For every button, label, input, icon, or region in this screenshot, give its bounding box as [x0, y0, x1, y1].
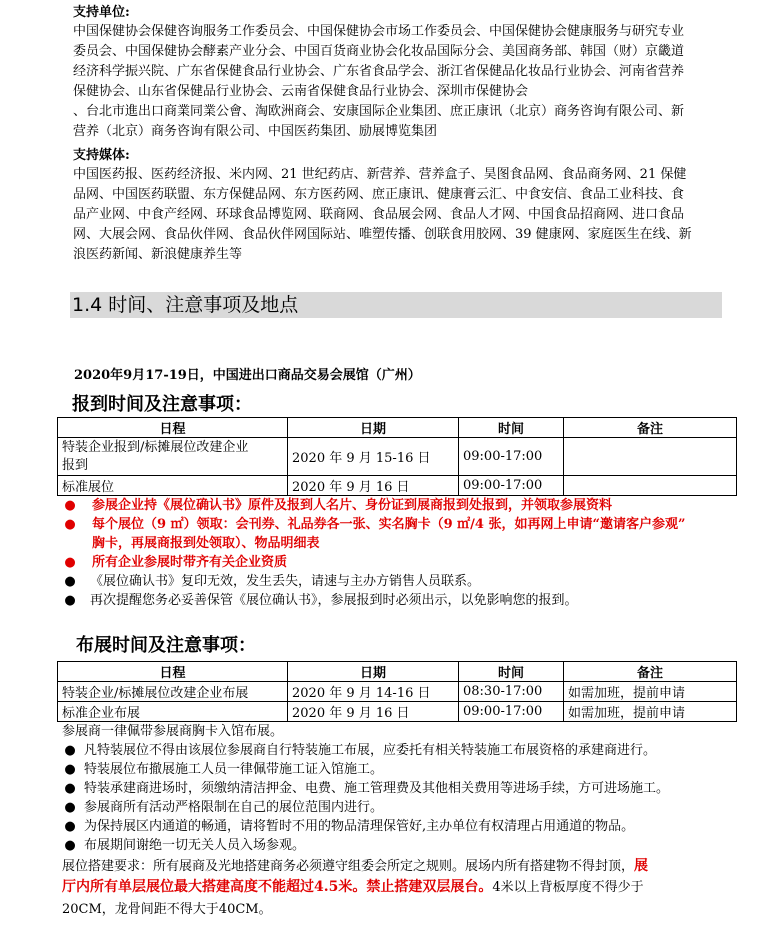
bullet-text: 布展期间谢绝一切无关人员入场参观。: [84, 838, 306, 853]
cell-schedule: 特装企业/标摊展位改建企业布展: [58, 682, 288, 702]
list-item: [62, 572, 742, 591]
bullet-text: 胸卡，再展商报到处领取）、物品明细表: [92, 536, 320, 551]
cell-schedule: 标准企业布展: [58, 702, 288, 722]
bullet-text: 特装承建商进场时，须缴纳清洁押金、电费、施工管理费及其他相关费用等进场手续，方可进场施工。: [84, 781, 670, 796]
support-media-line: 浪医药新闻、新浪健康养生等: [73, 247, 243, 262]
cell-time: 09:00-17:00: [459, 438, 564, 476]
checkin-table: [57, 417, 737, 496]
bullet-dot: ●: [64, 838, 76, 853]
booth-requirements-line2: [62, 876, 762, 899]
cell-note: 如需加班，提前申请: [564, 702, 737, 722]
support-media-heading: 支持媒体:: [73, 148, 130, 163]
cell-schedule: 标准展位: [58, 476, 288, 496]
support-units-line: 、台北市進出口商業同業公會、淘欧洲商会、安康国际企业集团、庶正康讯（北京）商务咨询有限公司、新: [73, 104, 685, 119]
list-item: [62, 591, 742, 610]
cell-text: 特装企业报到/标摊展位改建企业: [62, 439, 249, 455]
bullet-dot: ●: [64, 593, 76, 608]
col-header: 时间: [459, 662, 564, 682]
cell-time: 08:30-17:00: [459, 682, 564, 702]
support-media-body: [73, 165, 692, 265]
bullet-text: 参展商所有活动严格限制在自己的展位范围内进行。: [84, 800, 384, 815]
cell-schedule: [58, 438, 288, 476]
cell-note: [564, 438, 737, 476]
list-item: [62, 798, 742, 817]
cell-note: 如需加班，提前申请: [564, 682, 737, 702]
venue-line: 2020年9月17-19日，中国进出口商品交易会展馆（广州）: [74, 368, 421, 383]
col-header: 日程: [58, 662, 288, 682]
table-header-row: [58, 418, 737, 438]
support-units-heading: 支持单位:: [73, 5, 130, 20]
table-header-row: [58, 662, 737, 682]
bullet-dot: ●: [64, 762, 76, 777]
bullet-dot: ●: [64, 800, 76, 815]
col-header: 日期: [288, 662, 459, 682]
bullet-text: 参展企业持《展位确认书》原件及报到人名片、身份证到展商报到处报到，并领取参展资料: [92, 498, 613, 513]
cell-date: 2020 年 9 月 16 日: [288, 702, 459, 722]
col-header: 备注: [564, 418, 737, 438]
list-item: [62, 817, 742, 836]
bullet-dot: ●: [64, 555, 76, 570]
table-row: [58, 702, 737, 722]
col-header: 日程: [58, 418, 288, 438]
support-media-line: 网、大展会网、食品伙伴网、食品伙伴网国际站、唯塑传播、创联食用胶网、39 健康网、家庭医生在线、新: [73, 227, 692, 242]
booth-requirements-line1: [62, 856, 742, 877]
bullet-dot: ●: [64, 517, 76, 532]
bullet-text: 《展位确认书》复印无效，发生丢失，请速与主办方销售人员联系。: [90, 574, 481, 589]
support-units-line: 委员会、中国保健协会酵素产业分会、中国百货商业协会化妆品国际分会、美国商务部、韩国（财）京畿道: [73, 44, 685, 59]
list-item: [62, 779, 742, 798]
booth-req-red-text: 厅内所有单层展位最大搭建高度不能超过4.5米。禁止搭建双层展台。: [62, 879, 493, 895]
setup-intro: 参展商一律佩带参展商胸卡入馆布展。: [62, 724, 284, 739]
bullet-dot: ●: [64, 781, 76, 796]
table-row: [58, 438, 737, 476]
list-item: [62, 741, 742, 760]
cell-note: [564, 476, 737, 496]
bullet-dot: ●: [64, 574, 76, 589]
col-header: 备注: [564, 662, 737, 682]
bullet-dot: ●: [64, 743, 76, 758]
setup-table: [57, 661, 737, 722]
bullet-text: 为保持展区内通道的畅通，请将暂时不用的物品清理保管好,主办单位有权清理占用通道的物品。: [84, 819, 635, 834]
support-units-line: 中国保健协会保健咨询服务工作委员会、中国保健协会市场工作委员会、中国保健协会健康服务与研究专业: [73, 24, 685, 39]
bullet-dot: ●: [64, 819, 76, 834]
cell-time: 09:00-17:00: [459, 476, 564, 496]
list-item-continuation: [62, 534, 742, 553]
bullet-text: 所有企业参展时带齐有关企业资质: [92, 555, 288, 570]
section-heading: 1.4 时间、注意事项及地点: [72, 294, 299, 316]
table-row: [58, 682, 737, 702]
list-item: [62, 496, 742, 515]
list-item: [62, 836, 742, 855]
list-item: [62, 515, 742, 534]
support-units-line: 保健协会、山东省保健品行业协会、云南省保健食品行业协会、深圳市保健协会: [73, 84, 529, 99]
booth-req-red-text: 展: [634, 858, 649, 874]
support-media-line: 中国医药报、医药经济报、米内网、21 世纪药店、新营养、营养盒子、昊图食品网、食品商务网、21 保健: [73, 167, 687, 182]
bullet-text: 凡特装展位不得由该展位参展商自行特装施工布展，应委托有相关特装施工布展资格的承建商进行。: [84, 743, 657, 758]
col-header: 日期: [288, 418, 459, 438]
cell-date: 2020 年 9 月 16 日: [288, 476, 459, 496]
bullet-dot: ●: [64, 498, 76, 513]
list-item: [62, 760, 742, 779]
col-header: 时间: [459, 418, 564, 438]
booth-req-text: 4米以上背板厚度不得少于: [492, 880, 644, 895]
booth-requirements-line3: 20CM，龙骨间距不得大于40CM。: [62, 902, 272, 917]
cell-date: 2020 年 9 月 15-16 日: [288, 438, 459, 476]
cell-text: 报到: [62, 457, 89, 473]
bullet-text: 每个展位（9 ㎡）领取：会刊券、礼品券各一张、实名胸卡（9 ㎡/4 张，如再网上申请“邀请客户参观”: [92, 517, 686, 532]
support-units-body: [73, 22, 684, 142]
table-row: [58, 476, 737, 496]
setup-title: 布展时间及注意事项：: [76, 635, 256, 656]
bullet-text: 再次提醒您务必妥善保管《展位确认书》，参展报到时必须出示，以免影响您的报到。: [90, 593, 578, 608]
support-media-line: 品网、中国医药联盟、东方保健品网、东方医药网、庶正康讯、健康膏云汇、中食安信、食品工业科技、食: [73, 187, 685, 202]
list-item: [62, 553, 742, 572]
support-units-line: 经济科学振兴院、广东省保健食品行业协会、广东省食品学会、浙江省保健品化妆品行业协会、河南省营养: [73, 64, 685, 79]
support-units-line: 营养（北京）商务咨询有限公司、中国医药集团、励展博览集团: [73, 124, 438, 139]
booth-req-text: 展位搭建要求：所有展商及光地搭建商务必须遵守组委会所定之规则。展场内所有搭建物不得封顶，: [62, 859, 635, 874]
cell-time: 09:00-17:00: [459, 702, 564, 722]
checkin-title: 报到时间及注意事项：: [72, 394, 252, 415]
support-media-line: 品产业网、中食产经网、环球食品博览网、联商网、食品展会网、食品人才网、中国食品招商网、进口食品: [73, 207, 685, 222]
cell-date: 2020 年 9 月 14-16 日: [288, 682, 459, 702]
bullet-text: 特装展位布撤展施工人员一律佩带施工证入馆施工。: [84, 762, 384, 777]
